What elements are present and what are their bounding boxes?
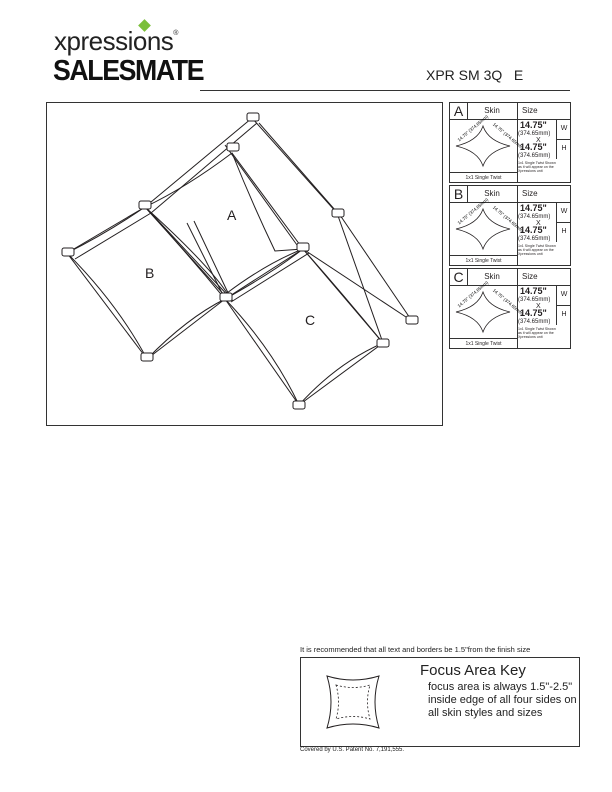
frame-diagram bbox=[46, 102, 443, 426]
skin-note: 1x1 Single Twist Shown as it will appear on the Xpressions unit bbox=[518, 327, 556, 339]
width-value: 14.75" bbox=[520, 203, 547, 213]
height-value: 14.75" bbox=[520, 142, 547, 152]
height-mm: (374.65mm) bbox=[518, 319, 551, 325]
single-twist-icon bbox=[452, 196, 525, 254]
diag-left-dim: 14.75" (374.65mm) bbox=[456, 113, 490, 143]
skin-type-label: 1x1 Single Twist bbox=[450, 338, 517, 349]
height-value: 14.75" bbox=[520, 308, 547, 318]
brand-logo-bottom: SALESMATE bbox=[53, 55, 204, 87]
skin-note: 1x1 Single Twist Shown as it will appear on the Xpressions unit bbox=[518, 244, 556, 256]
card-letter: B bbox=[450, 186, 468, 202]
panel-label-c: C bbox=[305, 312, 316, 328]
frame-illustration bbox=[47, 103, 442, 425]
size-header: Size bbox=[522, 106, 538, 115]
diag-right-dim: 14.75" (374.65mm) bbox=[491, 287, 525, 317]
height-label: H bbox=[556, 305, 571, 325]
skin-header: Skin bbox=[467, 103, 518, 119]
skin-type-label: 1x1 Single Twist bbox=[450, 172, 517, 183]
diag-right-dim: 14.75" (374.65mm) bbox=[491, 204, 525, 234]
diag-right-dim: 14.75" (374.65mm) bbox=[491, 121, 525, 151]
panel-label-a: A bbox=[227, 207, 237, 223]
width-mm: (374.65mm) bbox=[518, 131, 551, 137]
dimension-separator: X bbox=[536, 303, 541, 310]
dimension-separator: X bbox=[536, 220, 541, 227]
panel-label-b: B bbox=[145, 265, 155, 281]
height-label: H bbox=[556, 222, 571, 242]
height-mm: (374.65mm) bbox=[518, 153, 551, 159]
skin-card-c bbox=[449, 268, 571, 349]
height-value: 14.75" bbox=[520, 225, 547, 235]
width-value: 14.75" bbox=[520, 120, 547, 130]
skin-card-b bbox=[449, 185, 571, 266]
size-header: Size bbox=[522, 189, 538, 198]
patent-notice: Covered by U.S. Patent No. 7,191,555. bbox=[300, 747, 405, 753]
width-label: W bbox=[556, 202, 571, 223]
width-label: W bbox=[556, 285, 571, 306]
size-header: Size bbox=[522, 272, 538, 281]
product-code: XPR SM 3Q E bbox=[426, 67, 524, 83]
focus-area-description: focus area is always 1.5"-2.5" inside edge of all four sides on all skin styles and sizes bbox=[428, 681, 577, 719]
focus-area-icon bbox=[323, 672, 383, 732]
card-letter: A bbox=[450, 103, 468, 119]
card-letter: C bbox=[450, 269, 468, 285]
skin-note: 1x1 Single Twist Shown as it will appear on the Xpressions unit bbox=[518, 161, 556, 173]
registered-mark: ® bbox=[173, 30, 178, 37]
skin-header: Skin bbox=[467, 269, 518, 285]
single-twist-icon bbox=[452, 113, 525, 171]
dimension-separator: X bbox=[536, 137, 541, 144]
single-twist-icon bbox=[452, 279, 525, 337]
skin-header: Skin bbox=[467, 186, 518, 202]
recommendation-text: It is recommended that all text and borders be 1.5"from the finish size bbox=[300, 645, 531, 654]
brand-logo-top: xpressions® bbox=[54, 26, 178, 56]
diag-left-dim: 14.75" (374.65mm) bbox=[456, 279, 490, 309]
header-divider bbox=[200, 90, 570, 91]
height-label: H bbox=[556, 139, 571, 159]
focus-area-title: Focus Area Key bbox=[420, 662, 526, 679]
width-value: 14.75" bbox=[520, 286, 547, 296]
diag-left-dim: 14.75" (374.65mm) bbox=[456, 196, 490, 226]
width-mm: (374.65mm) bbox=[518, 297, 551, 303]
width-label: W bbox=[556, 119, 571, 140]
height-mm: (374.65mm) bbox=[518, 236, 551, 242]
width-mm: (374.65mm) bbox=[518, 214, 551, 220]
skin-type-label: 1x1 Single Twist bbox=[450, 255, 517, 266]
skin-card-a bbox=[449, 102, 571, 183]
